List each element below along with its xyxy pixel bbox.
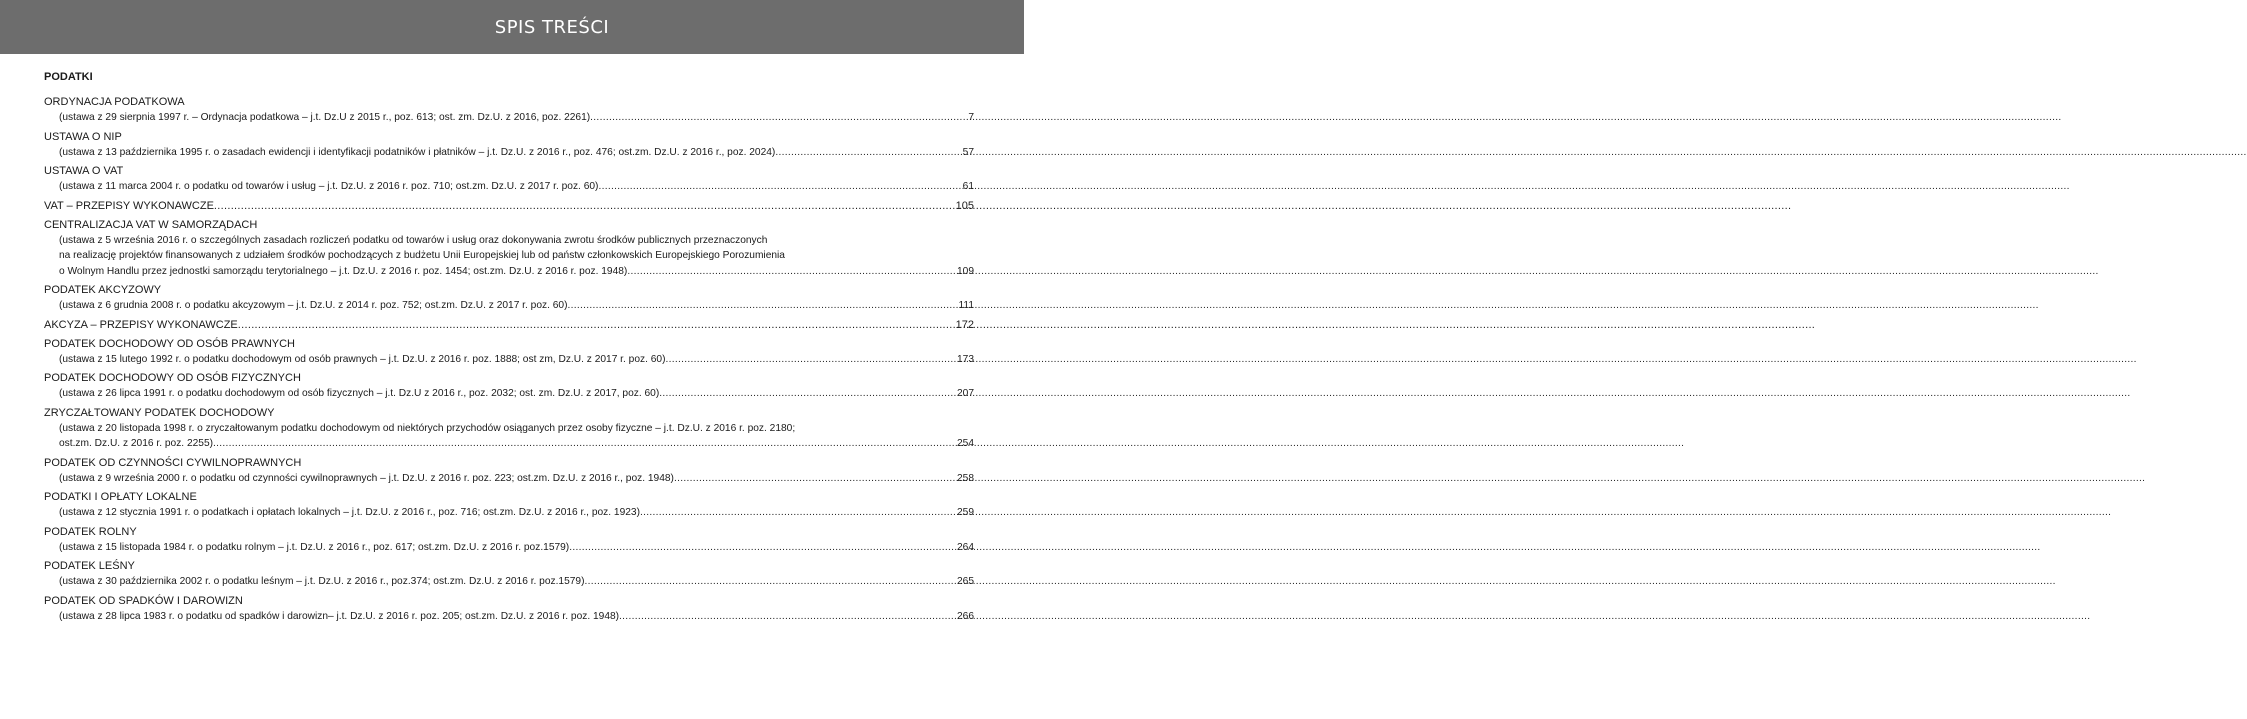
page-number: 172	[955, 318, 974, 331]
toc-entry[interactable]	[44, 559, 974, 590]
toc-entry-description	[44, 540, 974, 556]
page-number: 259	[957, 507, 974, 518]
toc-entry-title: PODATKI I OPŁATY LOKALNE	[44, 491, 197, 503]
toc-entry[interactable]	[44, 594, 974, 625]
description-last-line	[59, 540, 974, 556]
dot-leader	[214, 199, 944, 214]
toc-list	[44, 95, 974, 624]
description-line: (ustawa z 13 października 1995 r. o zasadach ewidencji i identyfikacji podatników i płatników – j.t. Dz.U. z 2016 r., poz. 476; ost.zm. Dz.U. z 2016 r., poz. 2024)	[59, 146, 776, 158]
dot-leader	[659, 386, 944, 402]
toc-entry-description	[44, 421, 974, 452]
toc-entry[interactable]	[44, 283, 974, 314]
dot-leader	[674, 471, 944, 487]
description-line: ost.zm. Dz.U. z 2016 r. poz. 2255)	[59, 438, 214, 449]
toc-entry-title: PODATEK DOCHODOWY OD OSÓB PRAWNYCH	[44, 337, 295, 350]
description-last-line	[59, 298, 974, 314]
toc-entry[interactable]	[44, 95, 974, 126]
page-number: 265	[957, 576, 974, 587]
toc-entry-description	[44, 471, 974, 487]
description-line: (ustawa z 30 października 2002 r. o podatku leśnym – j.t. Dz.U. z 2016 r., poz.374; ost.zm. Dz.U. z 2016 r. poz.1579)	[59, 576, 585, 587]
page-number: 109	[957, 265, 974, 277]
toc-entry-description	[44, 352, 974, 368]
description-line: (ustawa z 29 sierpnia 1997 r. – Ordynacja podatkowa – j.t. Dz.U z 2015 r., poz. 613; ost. zm. Dz.U. z 2016, poz. 2261)	[59, 112, 591, 123]
description-last-line	[59, 505, 974, 521]
dot-leader	[238, 318, 944, 333]
description-line: (ustawa z 15 lutego 1992 r. o podatku dochodowym od osób prawnych – j.t. Dz.U. z 2016 r. poz. 1888; ost zm, Dz.U. z 2017 r. poz. 60)	[59, 353, 666, 365]
page-number: 266	[957, 610, 974, 622]
dot-leader	[585, 574, 945, 590]
toc-entry[interactable]	[44, 164, 974, 195]
toc-entry-title: PODATEK OD SPADKÓW I DAROWIZN	[44, 594, 243, 607]
toc-content	[44, 71, 974, 628]
description-line: na realizację projektów finansowanych z udziałem środków pochodzących z budżetu Unii Europejskiej lub od państw członkowskich Europejskiego Porozumienia	[59, 250, 785, 261]
toc-entry[interactable]	[44, 199, 974, 214]
toc-entry-description	[44, 609, 974, 625]
toc-entry-description	[44, 574, 974, 590]
dot-leader	[775, 145, 944, 161]
toc-entry-description	[44, 505, 974, 521]
toc-entry-row	[44, 199, 974, 214]
dot-leader	[569, 540, 944, 556]
section-title: PODATKI	[44, 71, 93, 83]
page-number: 111	[958, 300, 974, 311]
description-line: (ustawa z 11 marca 2004 r. o podatku od towarów i usług – j.t. Dz.U. z 2016 r. poz. 710; ost.zm. Dz.U. z 2017 r. poz. 60)	[59, 181, 599, 192]
toc-entry-description	[44, 386, 974, 402]
description-line: (ustawa z 9 września 2000 r. o podatku od czynności cywilnoprawnych – j.t. Dz.U. z 2016 r. poz. 223; ost.zm. Dz.U. z 2016 r., poz. 1948)	[59, 472, 674, 484]
toc-entry-title: USTAWA O VAT	[44, 165, 124, 177]
description-line: (ustawa z 28 lipca 1983 r. o podatku od spadków i darowizn– j.t. Dz.U. z 2016 r. poz. 205; ost.zm. Dz.U. z 2016 r. poz. 1948)	[59, 610, 620, 622]
dot-leader	[590, 110, 944, 126]
toc-entry-title: PODATEK OD CZYNNOŚCI CYWILNOPRAWNYCH	[44, 456, 302, 469]
description-last-line	[59, 471, 974, 487]
toc-entry-title: AKCYZA – PRZEPISY WYKONAWCZE	[44, 318, 238, 331]
toc-entry[interactable]	[44, 318, 974, 333]
dot-leader	[666, 352, 945, 368]
toc-entry-description	[44, 233, 974, 280]
toc-entry-title: CENTRALIZACJA VAT W SAMORZĄDACH	[44, 218, 258, 231]
toc-entry-description	[44, 179, 974, 195]
page-number: 105	[955, 199, 974, 212]
description-last-line	[59, 352, 974, 368]
page-number: 264	[957, 541, 974, 553]
toc-entry-title: PODATEK LEŚNY	[44, 560, 135, 572]
description-last-line	[59, 574, 974, 590]
toc-entry-title: PODATEK ROLNY	[44, 525, 137, 538]
toc-entry-title: VAT – PRZEPISY WYKONAWCZE	[44, 199, 214, 212]
page-number: 57	[962, 146, 974, 158]
description-line: (ustawa z 26 lipca 1991 r. o podatku dochodowym od osób fizycznych – j.t. Dz.U z 2016 r., poz. 2032; ost. zm. Dz.U. z 2017, poz. 60)	[59, 388, 660, 399]
toc-entry[interactable]	[44, 371, 974, 402]
toc-entry[interactable]	[44, 490, 974, 521]
toc-entry-description	[44, 145, 974, 161]
description-last-line	[59, 264, 974, 280]
toc-entry-description	[44, 298, 974, 314]
description-last-line	[59, 179, 974, 195]
toc-entry[interactable]	[44, 218, 974, 280]
description-last-line	[59, 436, 974, 452]
dot-leader	[640, 505, 944, 521]
page-number: 207	[957, 388, 974, 399]
description-line: (ustawa z 20 listopada 1998 r. o zryczałtowanym podatku dochodowym od niektórych przychodów osiąganych przez osoby fizyczne – j.t. Dz.U. z 2016 r. poz. 2180;	[59, 422, 796, 434]
toc-entry-title: PODATEK DOCHODOWY OD OSÓB FIZYCZNYCH	[44, 372, 301, 384]
dot-leader	[619, 609, 944, 625]
page-number: 258	[957, 472, 974, 484]
toc-entry[interactable]	[44, 525, 974, 556]
dot-leader	[627, 264, 944, 280]
toc-entry-title: USTAWA O NIP	[44, 130, 122, 143]
toc-entry[interactable]	[44, 130, 974, 161]
description-line: (ustawa z 12 stycznia 1991 r. o podatkach i opłatach lokalnych – j.t. Dz.U. z 2016 r., poz. 716; ost.zm. Dz.U. z 2016 r., poz. 1923)	[59, 507, 640, 518]
description-last-line	[59, 609, 974, 625]
page-header	[0, 0, 1024, 54]
toc-entry-title: ORDYNACJA PODATKOWA	[44, 96, 185, 108]
page-number: 173	[957, 353, 974, 365]
toc-entry[interactable]	[44, 406, 974, 452]
description-line: o Wolnym Handlu przez jednostki samorządu terytorialnego – j.t. Dz.U. z 2016 r. poz. 1454; ost.zm. Dz.U. z 2016 r. poz. 1948)	[59, 265, 628, 277]
description-last-line	[59, 110, 974, 126]
toc-entry-description	[44, 110, 974, 126]
description-last-line	[59, 386, 974, 402]
page-title: SPIS TREŚCI	[494, 16, 610, 38]
description-line: (ustawa z 15 listopada 1984 r. o podatku rolnym – j.t. Dz.U. z 2016 r., poz. 617; ost.zm. Dz.U. z 2016 r. poz.1579)	[59, 541, 570, 553]
toc-entry-title: PODATEK AKCYZOWY	[44, 284, 162, 296]
toc-entry[interactable]	[44, 456, 974, 487]
page-number: 61	[962, 181, 974, 192]
dot-leader	[568, 298, 945, 314]
description-line: (ustawa z 6 grudnia 2008 r. o podatku akcyzowym – j.t. Dz.U. z 2014 r. poz. 752; ost.zm. Dz.U. z 2017 r. poz. 60)	[59, 300, 568, 311]
dot-leader	[598, 179, 944, 195]
page-number: 7	[968, 112, 974, 123]
toc-entry[interactable]	[44, 337, 974, 368]
description-line: (ustawa z 5 września 2016 r. o szczególnych zasadach rozliczeń podatku od towarów i usług oraz dokonywania zwrotu środków publicznych przeznaczonych	[59, 234, 768, 246]
toc-entry-row	[44, 318, 974, 333]
description-last-line	[59, 145, 974, 161]
toc-entry-title: ZRYCZAŁTOWANY PODATEK DOCHODOWY	[44, 406, 275, 419]
page-number: 254	[957, 438, 974, 449]
dot-leader	[213, 436, 944, 452]
